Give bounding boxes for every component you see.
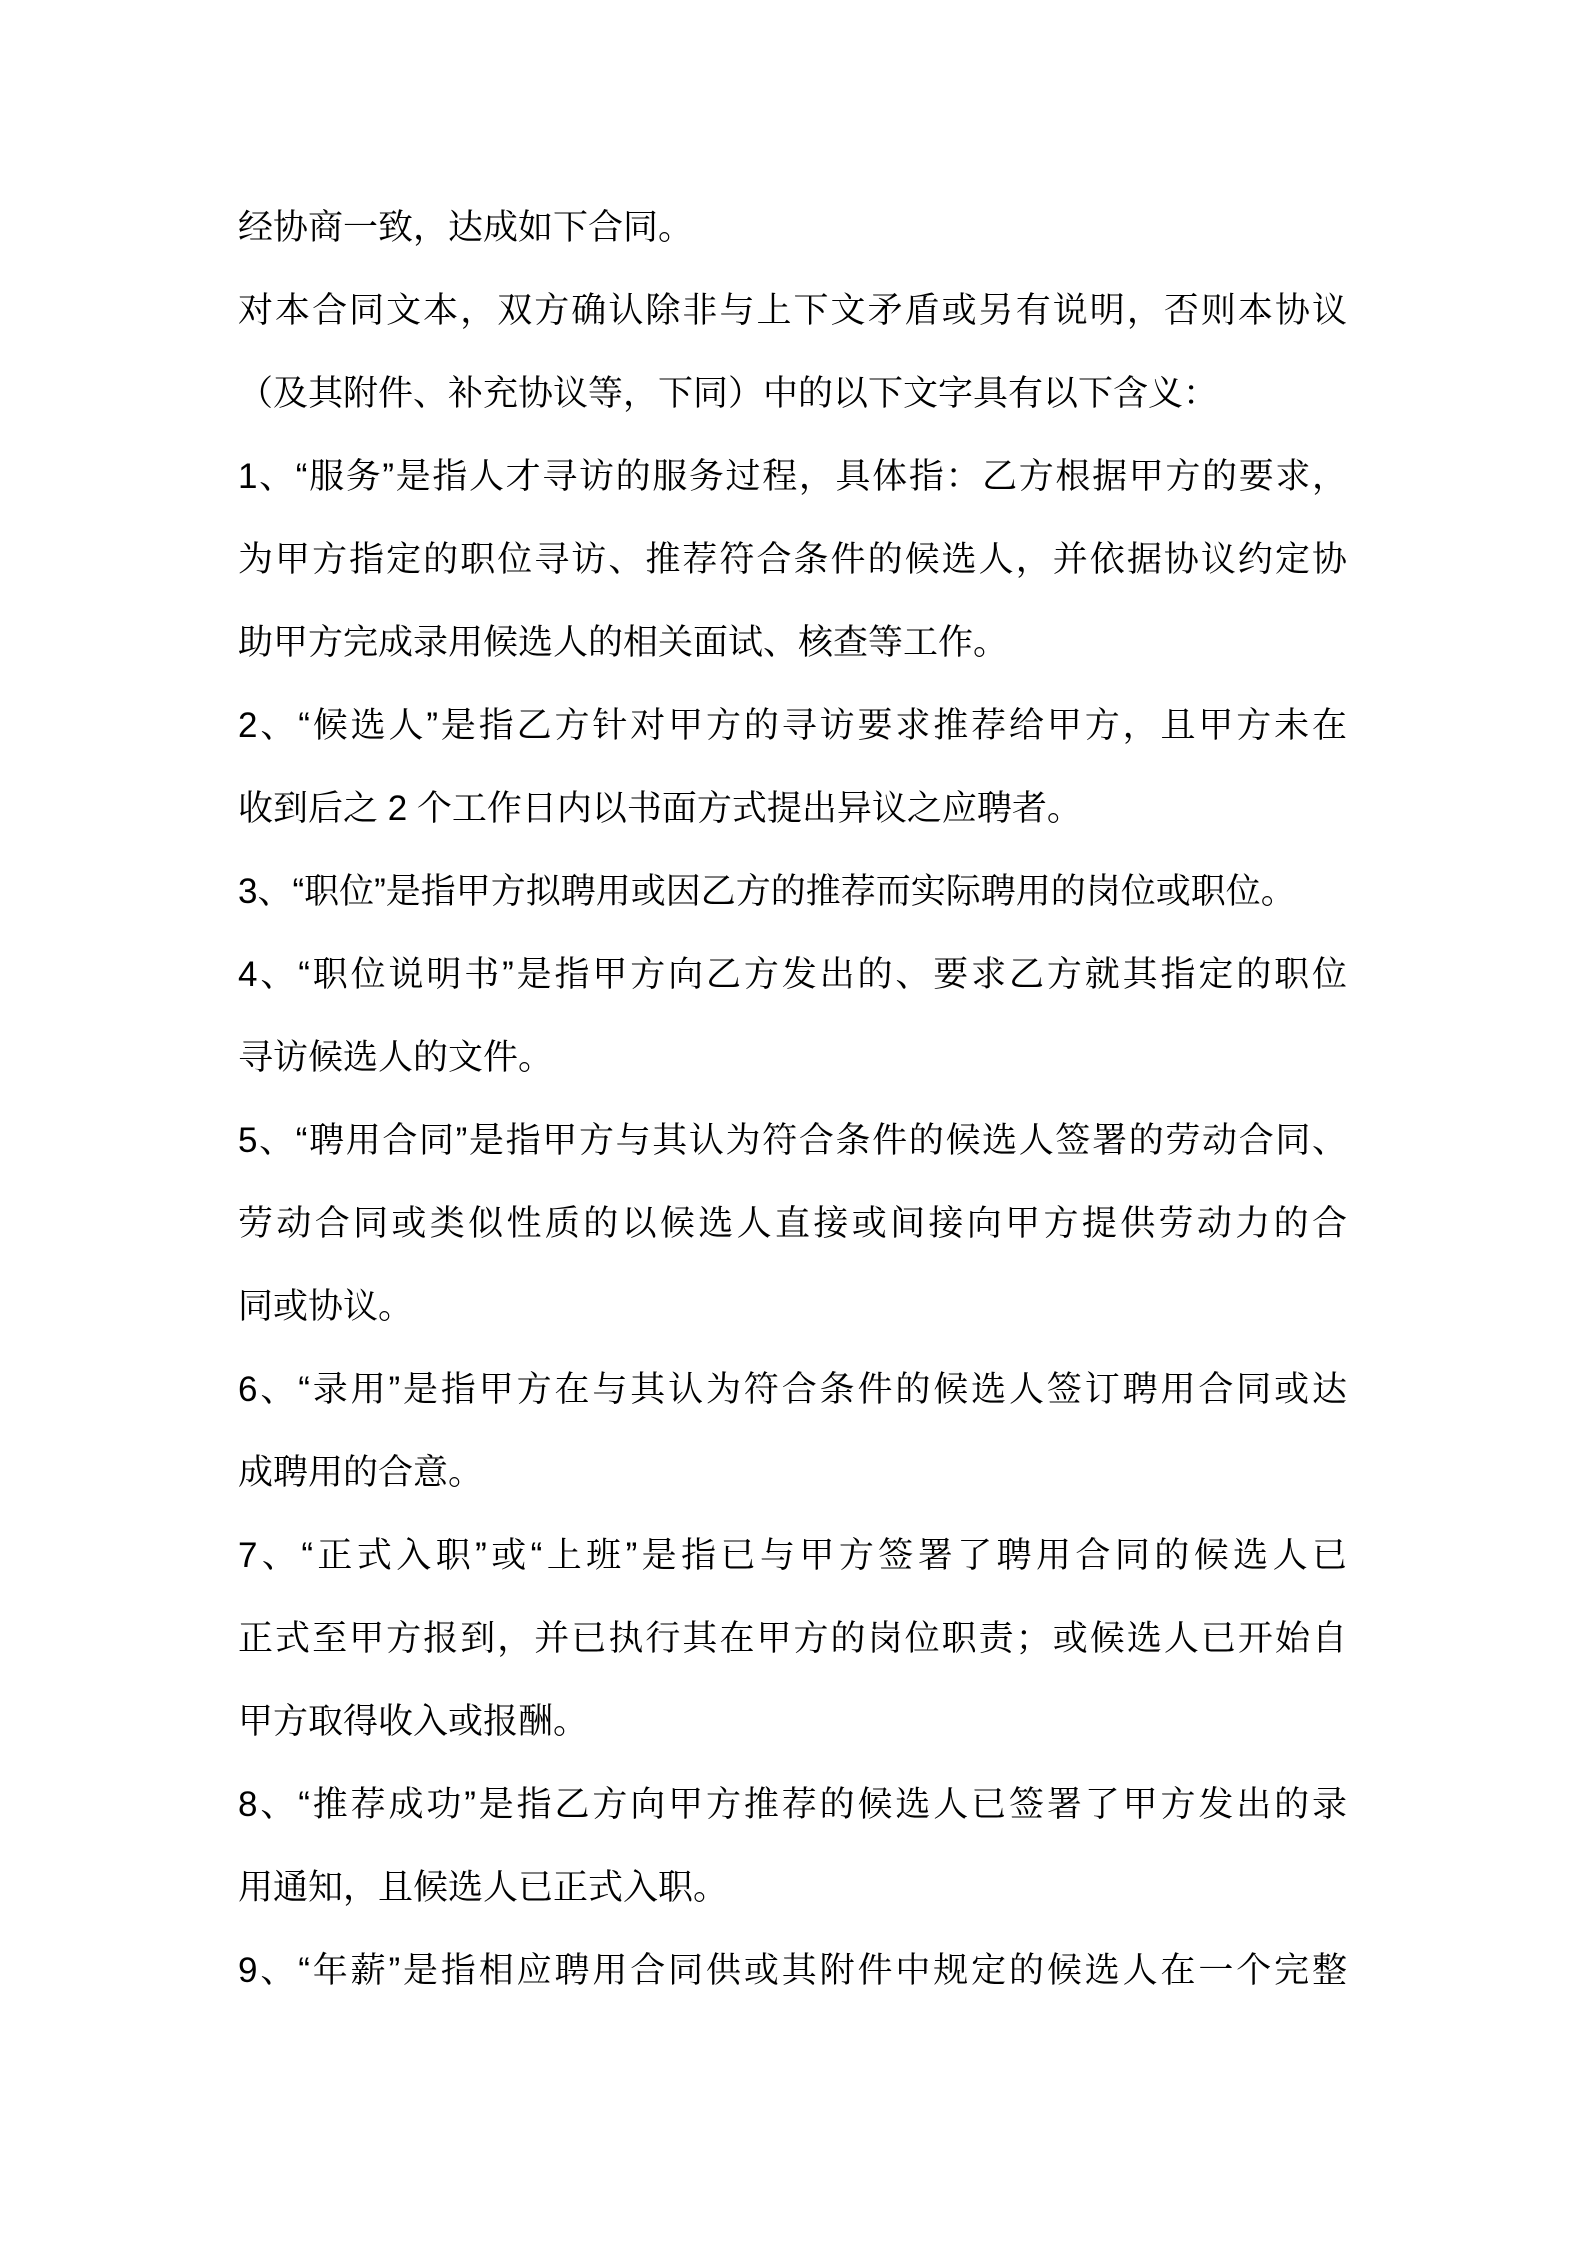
- text-line: 劳动合同或类似性质的以候选人直接或间接向甲方提供劳动力的合: [238, 1204, 1347, 1243]
- text-line: 成聘用的合意。: [238, 1453, 484, 1492]
- text-line: 助甲方完成录用候选人的相关面试、核查等工作。: [238, 623, 1009, 662]
- document-body: [238, 186, 1347, 2012]
- text-line: 同或协议。: [238, 1287, 414, 1326]
- text-line: 2、“候选人”是指乙方针对甲方的寻访要求推荐给甲方，且甲方未在: [238, 706, 1347, 745]
- text-line: 7、“正式入职”或“上班”是指已与甲方签署了聘用合同的候选人已: [238, 1536, 1347, 1575]
- text-line: 1、“服务”是指人才寻访的服务过程，具体指：乙方根据甲方的要求，: [238, 457, 1347, 496]
- text-line: 5、“聘用合同”是指甲方与其认为符合条件的候选人签署的劳动合同、: [238, 1121, 1347, 1160]
- text-line: 经协商一致，达成如下合同。: [238, 208, 694, 247]
- text-line: （及其附件、补充协议等，下同）中的以下文字具有以下含义：: [238, 374, 1219, 413]
- text-line: 寻访候选人的文件。: [238, 1038, 554, 1077]
- text-line: 8、“推荐成功”是指乙方向甲方推荐的候选人已签署了甲方发出的录: [238, 1785, 1347, 1824]
- text-line: 用通知，且候选人已正式入职。: [238, 1868, 729, 1907]
- text-line: 甲方取得收入或报酬。: [238, 1702, 589, 1741]
- text-line: 9、“年薪”是指相应聘用合同供或其附件中规定的候选人在一个完整: [238, 1951, 1347, 1990]
- text-line: 为甲方指定的职位寻访、推荐符合条件的候选人，并依据协议约定协: [238, 540, 1347, 579]
- text-line: 6、“录用”是指甲方在与其认为符合条件的候选人签订聘用合同或达: [238, 1370, 1347, 1409]
- text-line: 4、“职位说明书”是指甲方向乙方发出的、要求乙方就其指定的职位: [238, 955, 1347, 994]
- text-line: 对本合同文本，双方确认除非与上下文矛盾或另有说明，否则本协议: [238, 291, 1347, 330]
- text-line: 收到后之 2 个工作日内以书面方式提出异议之应聘者。: [238, 789, 1082, 828]
- text-line: 正式至甲方报到，并已执行其在甲方的岗位职责；或候选人已开始自: [238, 1619, 1347, 1658]
- text-line: 3、“职位”是指甲方拟聘用或因乙方的推荐而实际聘用的岗位或职位。: [238, 872, 1296, 911]
